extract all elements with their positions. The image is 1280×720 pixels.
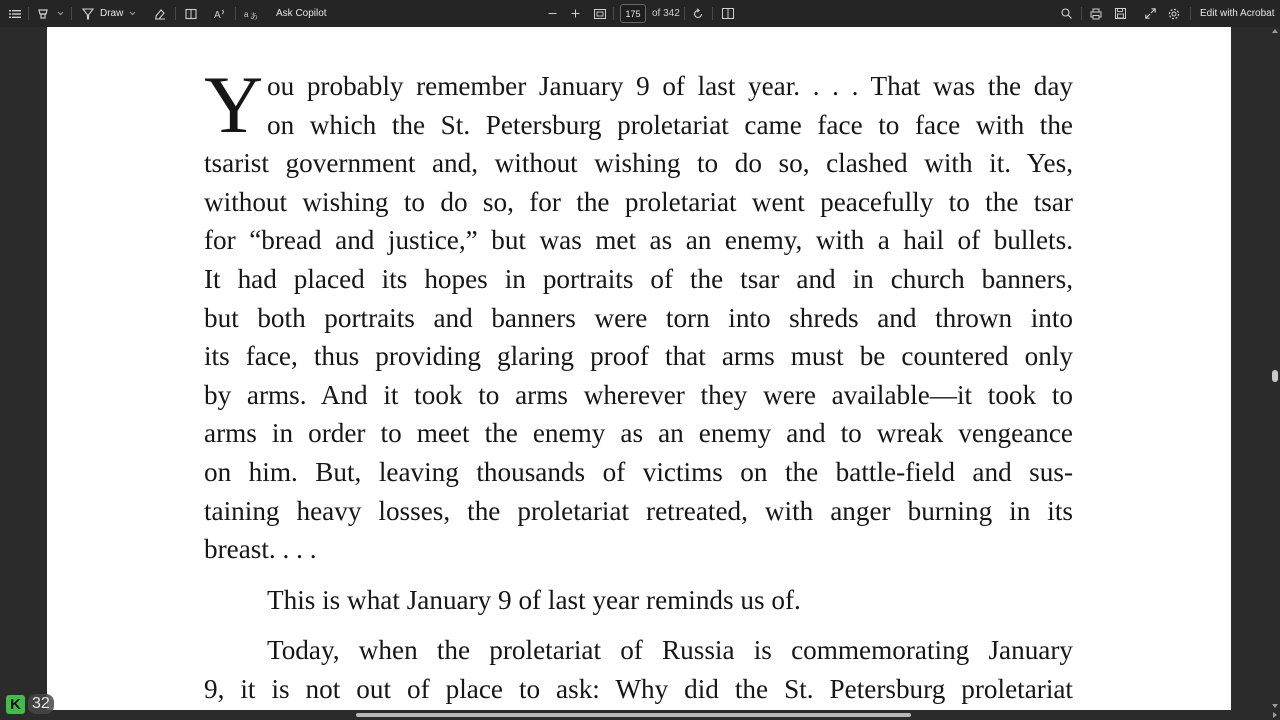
text-line: It had placed its hopes in portraits of the tsar and in church banners, <box>204 263 1073 294</box>
ask-copilot-button[interactable]: Ask Copilot <box>276 8 327 19</box>
page-view-icon[interactable] <box>184 0 198 27</box>
text-line: for “bread and justice,” but was met as an enemy, with a hail of bullets. <box>204 225 1073 256</box>
draw-icon[interactable] <box>81 0 95 27</box>
highlight-chevron-down-icon[interactable] <box>55 0 65 27</box>
pdf-toolbar <box>0 0 1280 27</box>
page-number-input[interactable]: 175 <box>620 4 646 23</box>
text-line: tsarist government and, without wishing to do so, clashed with it. Yes, <box>204 148 1073 179</box>
toolbar-divider <box>613 7 614 20</box>
text-line: by arms. And it took to arms wherever they were available—it took to <box>204 379 1073 410</box>
text-line: Today, when the proletariat of Russia is commemorating January <box>267 635 1073 666</box>
text-line: but both portraits and banners were torn into shreds and thrown into <box>204 302 1073 333</box>
svg-text:あ: あ <box>249 11 258 21</box>
svg-text:A: A <box>213 9 221 21</box>
paragraph-2 <box>204 581 1073 620</box>
translate-icon[interactable] <box>243 0 257 27</box>
read-aloud-icon[interactable] <box>213 0 227 27</box>
draw-button[interactable]: Draw <box>100 8 124 19</box>
toolbar-divider <box>175 7 176 20</box>
scroll-up-arrow-icon[interactable] <box>1272 29 1278 33</box>
page-text <box>204 59 1073 709</box>
paragraph-1 <box>204 59 1073 569</box>
rotate-icon[interactable] <box>691 0 705 27</box>
highlight-icon[interactable] <box>36 0 50 27</box>
draw-chevron-down-icon[interactable] <box>127 0 137 27</box>
scroll-right-arrow-icon[interactable] <box>1273 712 1277 718</box>
toolbar-divider <box>235 7 236 20</box>
drop-cap: Y <box>204 59 264 150</box>
print-icon[interactable] <box>1089 0 1103 27</box>
toolbar-divider <box>1190 7 1191 20</box>
document-viewport[interactable] <box>0 27 1280 720</box>
text-line: taining heavy losses, the proletariat retreated, with anger burning in its <box>204 495 1073 526</box>
svg-text:a: a <box>243 9 248 19</box>
vertical-scroll-thumb[interactable] <box>1272 370 1278 382</box>
zoom-in-icon[interactable] <box>568 0 582 27</box>
scroll-down-arrow-icon[interactable] <box>1272 704 1278 708</box>
fit-page-icon[interactable] <box>593 0 607 27</box>
text-line: This is what January 9 of last year reminds us of. <box>267 584 801 615</box>
text-line: without wishing to do so, for the proletariat went peacefully to the tsar <box>204 186 1073 217</box>
vertical-scrollbar[interactable] <box>1270 27 1280 710</box>
text-line: on which the St. Petersburg proletariat came face to face with the <box>267 109 1073 140</box>
edit-with-acrobat-button[interactable]: Edit with Acrobat <box>1200 8 1275 19</box>
text-line: arms in order to meet the enemy as an enemy and to wreak vengeance <box>204 418 1073 449</box>
text-line: 9, it is not out of place to ask: Why did the St. Petersburg proletariat <box>204 673 1073 704</box>
horizontal-scrollbar[interactable] <box>0 710 1280 720</box>
text-line: breast. . . . <box>204 534 317 565</box>
settings-gear-icon[interactable] <box>1167 0 1181 27</box>
save-icon[interactable] <box>1113 0 1127 27</box>
search-icon[interactable] <box>1059 0 1073 27</box>
text-line: on him. But, leaving thousands of victims on the battle-field and sus- <box>204 456 1073 487</box>
toolbar-divider <box>1081 7 1082 20</box>
horizontal-scroll-thumb[interactable] <box>356 713 911 717</box>
total-pages-label: of 342 <box>652 8 680 19</box>
paragraph-3 <box>204 631 1073 708</box>
eraser-icon[interactable] <box>153 0 167 27</box>
toolbar-divider <box>28 7 29 20</box>
fullscreen-icon[interactable] <box>1143 0 1157 27</box>
overlay-badge <box>6 692 54 716</box>
kick-logo-icon: K <box>6 695 25 714</box>
toolbar-divider <box>684 7 685 20</box>
text-line: ou probably remember January 9 of last year. . . . That was the day <box>267 71 1073 101</box>
contents-menu-icon[interactable] <box>8 0 22 27</box>
toolbar-divider <box>712 7 713 20</box>
pdf-page <box>47 27 1231 710</box>
two-page-view-icon[interactable] <box>721 0 735 27</box>
toolbar-divider <box>71 7 72 20</box>
zoom-out-icon[interactable] <box>545 0 559 27</box>
text-line: its face, thus providing glaring proof that arms must be countered only <box>204 341 1073 372</box>
badge-count: 32 <box>28 694 54 714</box>
